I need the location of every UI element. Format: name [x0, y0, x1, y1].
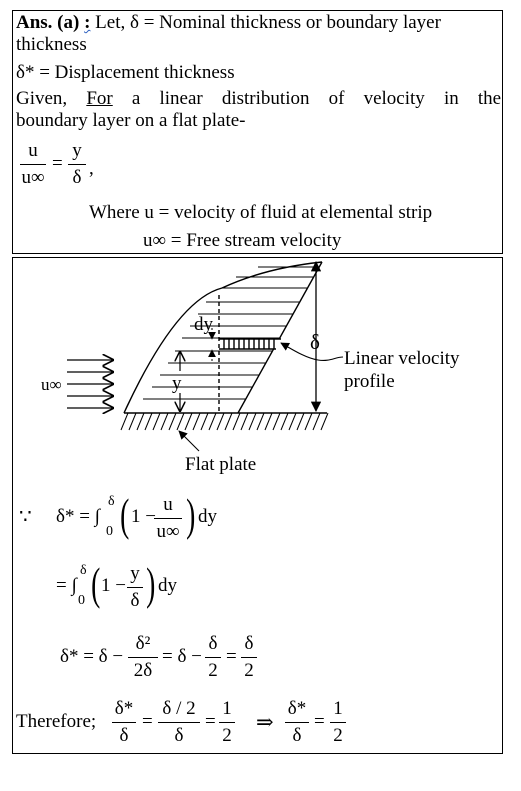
d2-paren-right: ) — [146, 558, 156, 609]
d3-numerator-1: δ² — [135, 633, 151, 654]
t-fraction-2 — [158, 698, 200, 747]
d2-denominator: δ — [130, 590, 140, 611]
d3-fraction-2 — [205, 633, 221, 682]
d3-fraction-3 — [241, 633, 257, 682]
plate-hatching — [121, 413, 328, 430]
elemental-strip — [219, 339, 281, 349]
plate-leader-line — [179, 431, 199, 451]
t-numerator-5: 1 — [333, 698, 343, 719]
d2-upper-limit: δ — [80, 563, 87, 578]
d1-one-minus: 1 − — [131, 506, 156, 527]
d1-paren-right: ) — [186, 489, 196, 540]
given-word: of — [328, 88, 345, 109]
d3-mid: = δ − — [162, 646, 202, 667]
d3-numerator-3: δ — [244, 633, 254, 654]
d1-dy: dy — [198, 506, 217, 527]
displacement-thickness-line: δ* = Displacement thickness — [16, 62, 235, 83]
t-fraction-4 — [285, 698, 309, 747]
answer-line-1-cont: thickness — [16, 34, 87, 55]
label-y: y — [172, 373, 182, 394]
label-profile-1: Linear velocity — [344, 348, 460, 369]
t-fraction-5 — [330, 698, 346, 747]
ratio-left-denominator: u∞ — [21, 167, 45, 188]
t-denominator-5: 2 — [333, 725, 343, 746]
d3-denominator-3: 2 — [244, 660, 254, 681]
ratio-comma: , — [89, 158, 94, 179]
d2-lhs: = ∫ — [56, 575, 77, 596]
d3-numerator-2: δ — [208, 633, 218, 654]
d3-lhs: δ* = δ − — [60, 646, 124, 667]
label-profile-2: profile — [344, 371, 395, 392]
d2-lower-limit: 0 — [78, 593, 85, 608]
t-denominator-1: δ — [119, 725, 129, 746]
label-dy: dy — [194, 314, 213, 335]
d2-numerator: y — [130, 563, 140, 584]
answer-label: Ans. (a) — [16, 12, 80, 33]
because-symbol: ∵ — [19, 506, 32, 528]
label-u-infinity: u∞ — [41, 375, 62, 394]
d1-lower-limit: 0 — [106, 524, 113, 539]
d2-one-minus: 1 − — [101, 575, 126, 596]
given-word: velocity — [363, 88, 425, 109]
given-word: the — [477, 88, 502, 109]
therefore-label: Therefore; — [16, 711, 97, 732]
t-fraction-3 — [219, 698, 235, 747]
free-stream-arrows — [67, 360, 113, 408]
t-equals-1: = — [142, 711, 153, 732]
t-numerator-4: δ* — [287, 698, 307, 719]
t-denominator-3: 2 — [222, 725, 232, 746]
free-stream-line: u∞ = Free stream velocity — [143, 230, 342, 251]
ratio-equals: = — [52, 153, 63, 174]
given-prefix: Given, — [16, 88, 68, 109]
d3-equals: = — [226, 646, 237, 667]
t-denominator-4: δ — [292, 725, 302, 746]
given-word: linear — [159, 88, 203, 109]
answer-colon: : — [84, 12, 91, 33]
t-numerator-2: δ / 2 — [162, 698, 196, 719]
t-equals-2: = — [205, 711, 216, 732]
given-word: a — [131, 88, 141, 109]
d2-paren-left: ( — [91, 558, 101, 609]
d1-paren-left: ( — [120, 489, 130, 540]
given-word: distribution — [221, 88, 310, 109]
where-line: Where u = velocity of fluid at elemental strip — [89, 202, 433, 223]
t-equals-3: = — [314, 711, 325, 732]
d3-denominator-2: 2 — [208, 660, 218, 681]
d2-dy: dy — [158, 575, 177, 596]
t-denominator-2: δ — [174, 725, 184, 746]
answer-line-1-text: Let, δ = Nominal thickness or boundary layer — [95, 12, 441, 33]
given-line-2: boundary layer on a flat plate- — [16, 110, 246, 131]
label-flat-plate: Flat plate — [185, 454, 257, 475]
t-fraction-1 — [112, 698, 136, 747]
d1-upper-limit: δ — [108, 494, 115, 509]
ratio-right-numerator: y — [72, 140, 82, 161]
ratio-right-denominator: δ — [72, 167, 82, 188]
implies-arrow: ⇒ — [256, 710, 274, 734]
ratio-left-numerator: u — [28, 140, 38, 161]
d1-lhs: δ* = ∫ — [56, 506, 100, 527]
given-word: in — [443, 88, 459, 109]
d1-denominator: u∞ — [156, 521, 180, 542]
d2-fraction — [127, 563, 143, 612]
label-delta: δ — [310, 330, 320, 354]
t-numerator-1: δ* — [114, 698, 134, 719]
t-numerator-3: 1 — [222, 698, 232, 719]
d3-fraction-1 — [128, 633, 158, 682]
d1-fraction — [154, 494, 182, 543]
d3-denominator-1: 2δ — [133, 660, 153, 681]
given-underlined-word: For — [86, 88, 113, 109]
d1-numerator: u — [163, 494, 173, 515]
